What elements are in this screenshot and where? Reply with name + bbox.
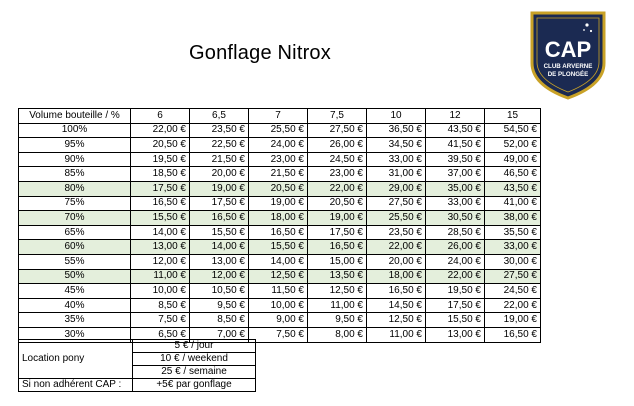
logo-line1: CLUB ARVERNE bbox=[543, 63, 593, 70]
logo-acronym: CAP bbox=[544, 37, 592, 62]
price-cell: 17,50 € bbox=[190, 196, 249, 211]
price-cell: 35,00 € bbox=[426, 181, 485, 196]
header-7-5l: 7,5 bbox=[308, 109, 367, 124]
nitrox-price-table bbox=[18, 108, 541, 343]
price-cell: 7,50 € bbox=[131, 313, 190, 328]
price-cell: 17,50 € bbox=[308, 225, 367, 240]
price-cell: 24,50 € bbox=[308, 152, 367, 167]
price-cell: 21,50 € bbox=[249, 167, 308, 182]
price-cell: 24,00 € bbox=[426, 254, 485, 269]
row-percentage: 35% bbox=[19, 313, 131, 328]
price-cell: 10,00 € bbox=[131, 284, 190, 299]
row-percentage: 75% bbox=[19, 196, 131, 211]
price-cell: 16,50 € bbox=[485, 327, 541, 342]
price-cell: 30,00 € bbox=[485, 254, 541, 269]
page-title: Gonflage Nitrox bbox=[189, 42, 331, 64]
row-percentage: 55% bbox=[19, 254, 131, 269]
table-row bbox=[19, 138, 541, 153]
rental-label: Location pony bbox=[19, 340, 133, 379]
rental-row bbox=[19, 340, 256, 353]
club-logo bbox=[529, 9, 607, 101]
price-cell: 13,50 € bbox=[308, 269, 367, 284]
price-cell: 27,50 € bbox=[485, 269, 541, 284]
price-cell: 22,00 € bbox=[367, 240, 426, 255]
price-cell: 38,00 € bbox=[485, 211, 541, 226]
table-row bbox=[19, 284, 541, 299]
price-cell: 19,50 € bbox=[426, 284, 485, 299]
header-15l: 15 bbox=[485, 109, 541, 124]
price-cell: 24,50 € bbox=[485, 284, 541, 299]
header-6l: 6 bbox=[131, 109, 190, 124]
price-cell: 12,50 € bbox=[367, 313, 426, 328]
price-cell: 26,00 € bbox=[308, 138, 367, 153]
price-cell: 16,50 € bbox=[190, 211, 249, 226]
price-cell: 11,00 € bbox=[131, 269, 190, 284]
price-cell: 18,00 € bbox=[367, 269, 426, 284]
price-cell: 43,50 € bbox=[426, 123, 485, 138]
price-cell: 14,00 € bbox=[131, 225, 190, 240]
price-cell: 39,50 € bbox=[426, 152, 485, 167]
price-cell: 16,50 € bbox=[308, 240, 367, 255]
price-cell: 28,50 € bbox=[426, 225, 485, 240]
price-cell: 43,50 € bbox=[485, 181, 541, 196]
price-cell: 12,50 € bbox=[308, 284, 367, 299]
price-cell: 23,00 € bbox=[308, 167, 367, 182]
row-percentage: 40% bbox=[19, 298, 131, 313]
rental-day: 5 € / jour bbox=[133, 340, 256, 353]
price-cell: 52,00 € bbox=[485, 138, 541, 153]
price-cell: 12,50 € bbox=[249, 269, 308, 284]
price-cell: 31,00 € bbox=[367, 167, 426, 182]
table-row bbox=[19, 225, 541, 240]
price-cell: 26,00 € bbox=[426, 240, 485, 255]
row-percentage: 30% bbox=[19, 327, 131, 342]
row-percentage: 70% bbox=[19, 211, 131, 226]
row-percentage: 65% bbox=[19, 225, 131, 240]
price-cell: 19,00 € bbox=[249, 196, 308, 211]
price-cell: 16,50 € bbox=[131, 196, 190, 211]
price-cell: 13,00 € bbox=[131, 240, 190, 255]
price-cell: 19,00 € bbox=[485, 313, 541, 328]
price-cell: 33,00 € bbox=[367, 152, 426, 167]
price-cell: 22,00 € bbox=[131, 123, 190, 138]
price-cell: 23,50 € bbox=[190, 123, 249, 138]
price-cell: 22,50 € bbox=[190, 138, 249, 153]
table-row bbox=[19, 240, 541, 255]
row-percentage: 50% bbox=[19, 269, 131, 284]
table-row bbox=[19, 152, 541, 167]
price-cell: 14,00 € bbox=[249, 254, 308, 269]
price-cell: 7,50 € bbox=[249, 327, 308, 342]
table-row bbox=[19, 181, 541, 196]
price-cell: 12,00 € bbox=[190, 269, 249, 284]
header-6-5l: 6,5 bbox=[190, 109, 249, 124]
price-cell: 10,50 € bbox=[190, 284, 249, 299]
price-cell: 35,50 € bbox=[485, 225, 541, 240]
price-cell: 16,50 € bbox=[249, 225, 308, 240]
shield-logo-icon bbox=[529, 9, 607, 101]
price-cell: 15,00 € bbox=[308, 254, 367, 269]
price-cell: 11,00 € bbox=[308, 298, 367, 313]
table-row bbox=[19, 254, 541, 269]
nonmember-label: Si non adhérent CAP : bbox=[19, 379, 133, 392]
price-cell: 23,00 € bbox=[249, 152, 308, 167]
price-cell: 37,00 € bbox=[426, 167, 485, 182]
price-cell: 11,50 € bbox=[249, 284, 308, 299]
price-cell: 9,00 € bbox=[249, 313, 308, 328]
table-row bbox=[19, 313, 541, 328]
logo-line2: DE PLONGÉE bbox=[547, 71, 589, 78]
price-cell: 20,50 € bbox=[131, 138, 190, 153]
price-cell: 15,50 € bbox=[426, 313, 485, 328]
price-cell: 41,00 € bbox=[485, 196, 541, 211]
row-percentage: 80% bbox=[19, 181, 131, 196]
price-cell: 33,00 € bbox=[485, 240, 541, 255]
row-percentage: 85% bbox=[19, 167, 131, 182]
price-cell: 25,50 € bbox=[249, 123, 308, 138]
price-cell: 14,00 € bbox=[190, 240, 249, 255]
price-cell: 20,00 € bbox=[190, 167, 249, 182]
price-cell: 18,00 € bbox=[249, 211, 308, 226]
price-cell: 17,50 € bbox=[426, 298, 485, 313]
price-cell: 27,50 € bbox=[308, 123, 367, 138]
price-cell: 41,50 € bbox=[426, 138, 485, 153]
price-cell: 46,50 € bbox=[485, 167, 541, 182]
price-cell: 36,50 € bbox=[367, 123, 426, 138]
rental-week: 25 € / semaine bbox=[133, 366, 256, 379]
price-cell: 7,00 € bbox=[190, 327, 249, 342]
price-cell: 13,00 € bbox=[190, 254, 249, 269]
header-7l: 7 bbox=[249, 109, 308, 124]
price-table-body bbox=[19, 123, 541, 342]
price-cell: 8,00 € bbox=[308, 327, 367, 342]
price-cell: 19,50 € bbox=[131, 152, 190, 167]
header-volume: Volume bouteille / % bbox=[19, 109, 131, 124]
price-cell: 12,00 € bbox=[131, 254, 190, 269]
price-cell: 20,50 € bbox=[308, 196, 367, 211]
price-cell: 15,50 € bbox=[249, 240, 308, 255]
price-cell: 8,50 € bbox=[131, 298, 190, 313]
price-cell: 21,50 € bbox=[190, 152, 249, 167]
price-cell: 20,00 € bbox=[367, 254, 426, 269]
price-cell: 27,50 € bbox=[367, 196, 426, 211]
price-cell: 24,00 € bbox=[249, 138, 308, 153]
price-cell: 34,50 € bbox=[367, 138, 426, 153]
row-percentage: 90% bbox=[19, 152, 131, 167]
price-cell: 9,50 € bbox=[308, 313, 367, 328]
price-cell: 54,50 € bbox=[485, 123, 541, 138]
price-cell: 29,00 € bbox=[367, 181, 426, 196]
price-cell: 22,00 € bbox=[485, 298, 541, 313]
price-cell: 19,00 € bbox=[190, 181, 249, 196]
price-cell: 23,50 € bbox=[367, 225, 426, 240]
nonmember-row bbox=[19, 379, 256, 392]
price-cell: 22,00 € bbox=[308, 181, 367, 196]
price-cell: 11,00 € bbox=[367, 327, 426, 342]
price-cell: 30,50 € bbox=[426, 211, 485, 226]
table-header-row bbox=[19, 109, 541, 124]
price-cell: 9,50 € bbox=[190, 298, 249, 313]
rental-table bbox=[18, 339, 256, 392]
price-cell: 49,00 € bbox=[485, 152, 541, 167]
table-row bbox=[19, 123, 541, 138]
price-cell: 17,50 € bbox=[131, 181, 190, 196]
row-percentage: 45% bbox=[19, 284, 131, 299]
price-cell: 22,00 € bbox=[426, 269, 485, 284]
table-row bbox=[19, 298, 541, 313]
price-cell: 15,50 € bbox=[131, 211, 190, 226]
price-cell: 19,00 € bbox=[308, 211, 367, 226]
nonmember-fee: +5€ par gonflage bbox=[133, 379, 256, 392]
row-percentage: 100% bbox=[19, 123, 131, 138]
price-cell: 16,50 € bbox=[367, 284, 426, 299]
table-row bbox=[19, 196, 541, 211]
header-12l: 12 bbox=[426, 109, 485, 124]
table-row bbox=[19, 211, 541, 226]
price-cell: 14,50 € bbox=[367, 298, 426, 313]
price-cell: 18,50 € bbox=[131, 167, 190, 182]
price-cell: 20,50 € bbox=[249, 181, 308, 196]
header-10l: 10 bbox=[367, 109, 426, 124]
price-cell: 8,50 € bbox=[190, 313, 249, 328]
price-cell: 13,00 € bbox=[426, 327, 485, 342]
price-cell: 15,50 € bbox=[190, 225, 249, 240]
table-row bbox=[19, 269, 541, 284]
table-row bbox=[19, 167, 541, 182]
rental-weekend: 10 € / weekend bbox=[133, 353, 256, 366]
price-cell: 6,50 € bbox=[131, 327, 190, 342]
price-cell: 10,00 € bbox=[249, 298, 308, 313]
row-percentage: 95% bbox=[19, 138, 131, 153]
price-cell: 33,00 € bbox=[426, 196, 485, 211]
price-cell: 25,50 € bbox=[367, 211, 426, 226]
row-percentage: 60% bbox=[19, 240, 131, 255]
